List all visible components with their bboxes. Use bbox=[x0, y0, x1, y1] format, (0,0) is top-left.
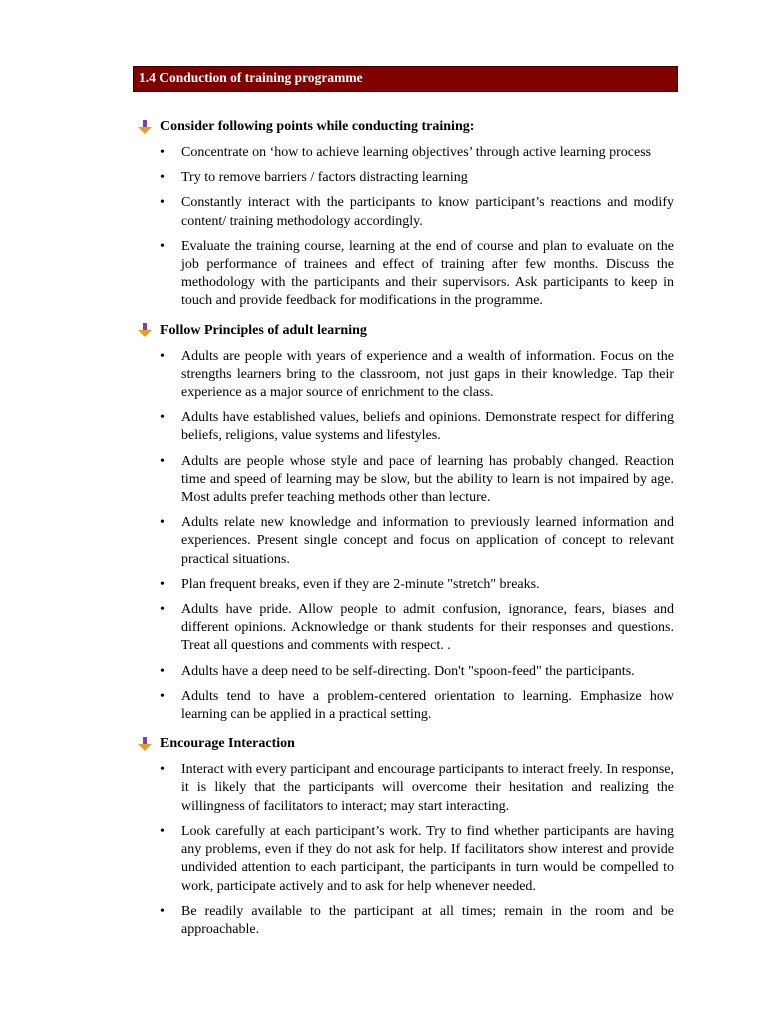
section-heading bbox=[138, 735, 674, 752]
list-item: • Try to remove barriers / factors distracting learning bbox=[160, 170, 468, 186]
bullet-list bbox=[138, 144, 674, 311]
list-item: • Constantly interact with the participants to know participant’s reactions and modify content/ training methodology accordingly. bbox=[160, 195, 674, 229]
section bbox=[138, 322, 674, 725]
list-item: • Adults have established values, beliefs and opinions. Demonstrate respect for differing beliefs, religions, value systems and lifestyles. bbox=[160, 410, 674, 444]
section bbox=[138, 118, 674, 311]
list-item: • Look carefully at each participant’s work. Try to find whether participants are having any problems, even if they do not ask for help. If facilitators show interest and provide undivided attention to each participant, the participants in turn would be compelled to work, participate actively and to ask for help whenever needed. bbox=[160, 823, 674, 894]
section-heading-text: Consider following points while conducting training: bbox=[160, 119, 475, 134]
section-heading-text: Encourage Interaction bbox=[160, 736, 295, 752]
bullet-list bbox=[138, 348, 674, 725]
down-arrow-icon bbox=[138, 737, 152, 751]
content-body bbox=[138, 118, 674, 950]
list-item: • Evaluate the training course, learning at the end of course and plan to evaluate on the job performance of trainees and effect of training after few months. Discuss the methodology with the participants and their supervisors. Ask participants to keep in touch and provide feedback for modifications in the programme. bbox=[160, 238, 674, 309]
list-item: • Adults have pride. Allow people to admit confusion, ignorance, fears, biases and different opinions. Acknowledge or thank students for their responses and questions. Treat all questions and comments with respect. . bbox=[160, 602, 674, 654]
list-item: • Interact with every participant and encourage participants to interact freely. In response, it is likely that the participants will overcome their hesitation and realizing the willingness of facilitators to interact; may start interacting. bbox=[160, 762, 674, 814]
list-item: • Adults relate new knowledge and information to previously learned information and experiences. Present single concept and focus on application of concept to relevant practical situations. bbox=[160, 515, 674, 567]
down-arrow-icon bbox=[138, 323, 152, 337]
list-item: • Be readily available to the participant at all times; remain in the room and be approachable. bbox=[160, 903, 674, 937]
section-header-bar bbox=[133, 66, 678, 92]
list-item: • Adults tend to have a problem-centered orientation to learning. Emphasize how learning can be applied in a practical setting. bbox=[160, 688, 674, 723]
list-item: • Adults have a deep need to be self-directing. Don't "spoon-feed" the participants. bbox=[160, 663, 635, 679]
section-title: 1.4 Conduction of training programme bbox=[139, 70, 363, 85]
list-item: • Plan frequent breaks, even if they are 2-minute "stretch" breaks. bbox=[160, 576, 540, 592]
section bbox=[138, 735, 674, 939]
section-heading-text: Follow Principles of adult learning bbox=[160, 322, 367, 338]
bullet-list bbox=[138, 761, 674, 939]
section-heading bbox=[138, 118, 674, 135]
section-heading bbox=[138, 322, 674, 339]
list-item: • Adults are people with years of experience and a wealth of information. Focus on the strengths learners bring to the classroom, not just gaps in their knowledge. Tap their experience as a major source of enrichment to the class. bbox=[160, 348, 674, 401]
list-item: • Adults are people whose style and pace of learning has probably changed. Reaction time and speed of learning may be slow, but the ability to learn is not impaired by age. Most adults prefer teaching methods other than lecture. bbox=[160, 453, 674, 506]
down-arrow-icon bbox=[138, 120, 152, 134]
list-item: • Concentrate on ‘how to achieve learning objectives’ through active learning process bbox=[160, 145, 652, 160]
